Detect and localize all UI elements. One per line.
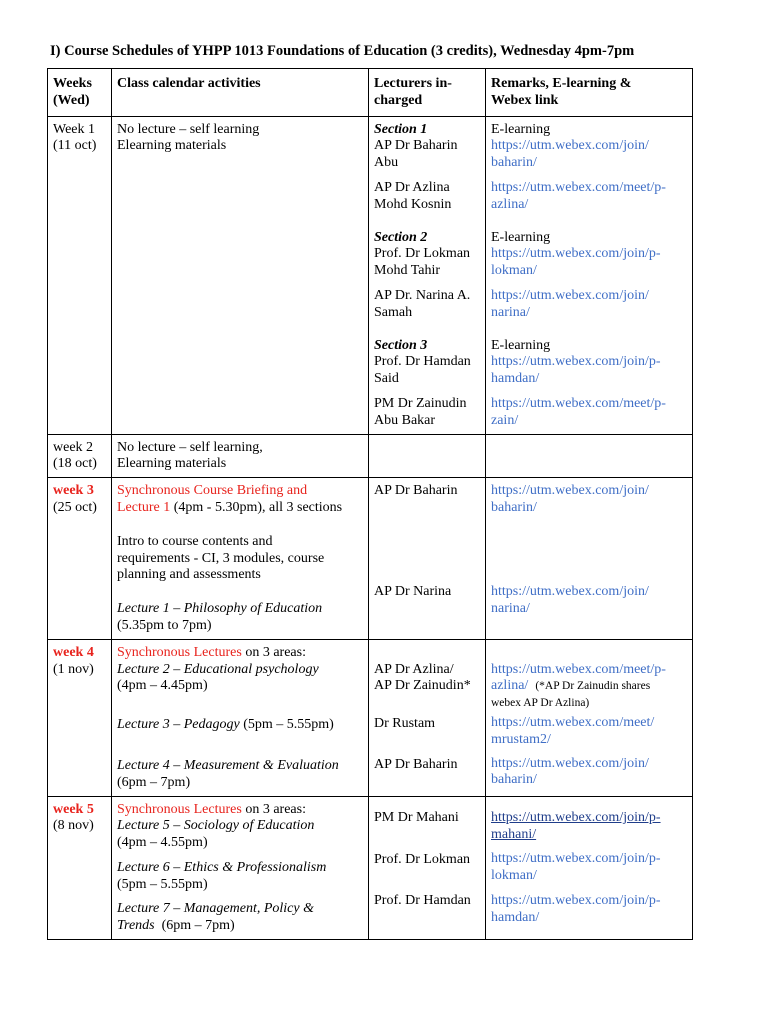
webex-link[interactable]: https://utm.webex.com/meet/p- azlina/ [491, 179, 666, 212]
table-row [48, 796, 693, 940]
table-row [48, 116, 693, 434]
header-remarks: Remarks, E-learning & Webex link [486, 69, 693, 117]
webex-link[interactable]: https://utm.webex.com/join/p- hamdan/ [491, 354, 661, 387]
webex-link[interactable]: https://utm.webex.com/meet/p- zain/ [491, 395, 666, 428]
webex-link[interactable]: https://utm.webex.com/meet/ mrustam2/ [491, 714, 655, 747]
table-row [48, 639, 693, 796]
week-cell: week 5 (8 nov) [48, 796, 112, 940]
activity-cell: Synchronous Lectures on 3 areas: Lecture 2 – Educational psychology (4pm – 4.45pm) Lecture 3 – Pedagogy (5pm – 5.55pm) Lecture 4 – Measurement & Evaluation (6pm – 7pm) [112, 639, 369, 796]
webex-link[interactable]: azlina/ [491, 678, 529, 694]
lecturer-cell [369, 434, 486, 478]
webex-link[interactable]: https://utm.webex.com/join/ baharin/ [491, 755, 649, 788]
webex-link[interactable]: https://utm.webex.com/join/p- mahani/ [491, 809, 661, 842]
section-label: Section 2 [374, 229, 428, 245]
header-activities: Class calendar activities [112, 69, 369, 117]
section-label: Section 3 [374, 337, 428, 353]
lecturer-cell: PM Dr Mahani Prof. Dr Lokman Prof. Dr Hamdan [369, 796, 486, 940]
remarks-cell [486, 478, 693, 640]
remarks-cell [486, 796, 693, 940]
week-cell: Week 1 (11 oct) [48, 116, 112, 434]
webex-link[interactable]: https://utm.webex.com/join/p- lokman/ [491, 246, 661, 279]
header-lecturers: Lecturers in- charged [369, 69, 486, 117]
lecturer-cell: AP Dr Baharin AP Dr Narina [369, 478, 486, 640]
week-cell: week 4 (1 nov) [48, 639, 112, 796]
webex-link[interactable]: https://utm.webex.com/join/ baharin/ [491, 483, 649, 515]
activity-cell: Synchronous Course Briefing and Lecture 1 (4pm - 5.30pm), all 3 sections Intro to course contents and requirements - CI, 3 modules, course planning and assessments Lecture 1 – Philosophy of Education (5.35pm to 7pm) [112, 478, 369, 640]
week-cell: week 2 (18 oct) [48, 434, 112, 478]
activity-cell: Synchronous Lectures on 3 areas: Lecture 5 – Sociology of Education (4pm – 4.55pm) Lecture 6 – Ethics & Professionalism (5pm – 5.55pm) Lecture 7 – Management, Policy & Trends (6pm – 7pm) [112, 796, 369, 940]
webex-link[interactable]: https://utm.webex.com/join/ baharin/ [491, 138, 649, 171]
webex-link[interactable]: https://utm.webex.com/join/p- hamdan/ [491, 893, 661, 925]
schedule-table [47, 68, 693, 940]
webex-link[interactable]: https://utm.webex.com/meet/p- [491, 661, 666, 677]
webex-link[interactable]: https://utm.webex.com/join/ narina/ [491, 584, 649, 616]
webex-link[interactable]: https://utm.webex.com/join/p- lokman/ [491, 851, 661, 884]
section-label: Section 1 [374, 121, 428, 137]
remarks-cell [486, 434, 693, 478]
lecturer-cell: Section 1 AP Dr Baharin Abu AP Dr Azlina Mohd Kosnin Section 2 Prof. Dr Lokman Mohd Tahir AP Dr. Narina A. Samah Section 3 Prof. Dr Hamdan Said PM Dr Zainudin Abu Bakar [369, 116, 486, 434]
activity-cell: No lecture – self learning Elearning materials [112, 116, 369, 434]
header-row [48, 69, 693, 117]
page-title: I) Course Schedules of YHPP 1013 Foundations of Education (3 credits), Wednesday 4pm-7pm [50, 43, 635, 59]
week-cell: week 3 (25 oct) [48, 478, 112, 640]
table-row [48, 434, 693, 478]
remarks-cell: https://utm.webex.com/meet/p- azlina/ (*AP Dr Zainudin shares webex AP Dr Azlina) https://utm.webex.com/meet/ mrustam2/ https://utm.webex.com/join/ baharin/ [486, 639, 693, 796]
remarks-cell: E-learning https://utm.webex.com/join/ baharin/ https://utm.webex.com/meet/p- azlina/ E-learning https://utm.webex.com/join/p- lokman/ https://utm.webex.com/join/ narina/ E-learning https://utm.webex.com/join/p- hamdan/ https://utm.webex.com/meet/p- zain/ [486, 116, 693, 434]
activity-cell: No lecture – self learning, Elearning materials [112, 434, 369, 478]
webex-link[interactable]: https://utm.webex.com/join/ narina/ [491, 287, 649, 320]
table-row [48, 478, 693, 640]
lecturer-cell: AP Dr Azlina/ AP Dr Zainudin* Dr Rustam AP Dr Baharin [369, 639, 486, 796]
header-weeks: Weeks (Wed) [48, 69, 112, 117]
